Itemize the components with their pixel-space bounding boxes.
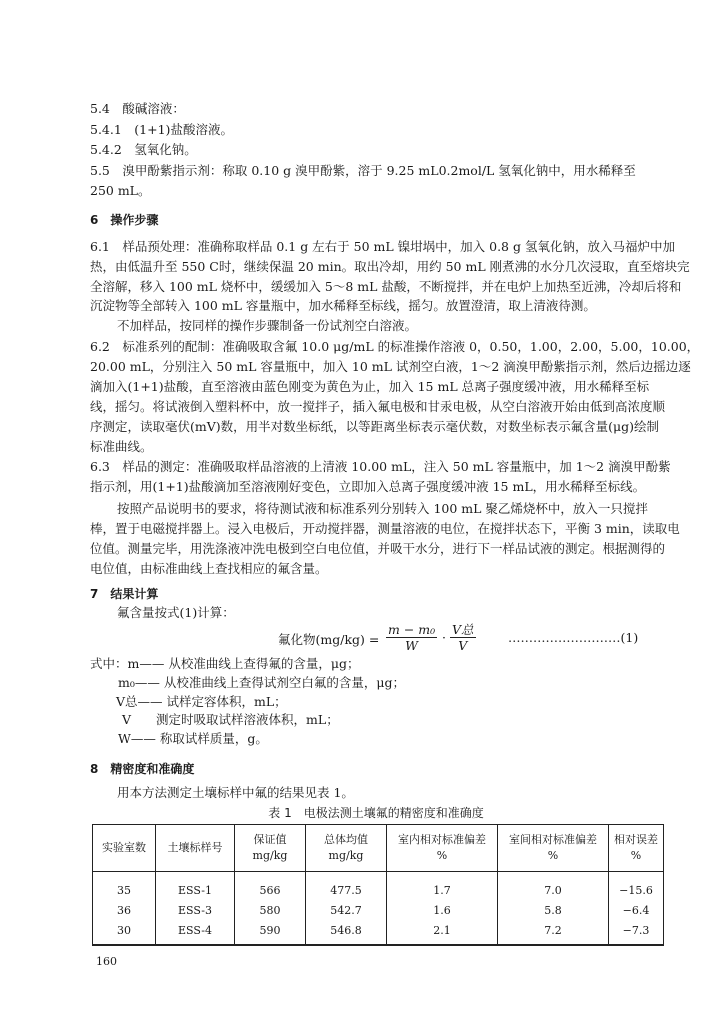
header-certified-value: 保证值 mg/kg bbox=[235, 825, 306, 872]
para-6-1-line5: 不加样品，按同样的操作步骤制备一份试剂空白溶液。 bbox=[117, 318, 418, 333]
formula-intro: 氟含量按式(1)计算： bbox=[117, 605, 235, 620]
cell: −15.6 bbox=[609, 872, 664, 901]
formula-lhs: 氟化物(mg/kg) = bbox=[278, 632, 380, 647]
var-description: —— 从校准曲线上查得氟的含量，μg； bbox=[139, 656, 360, 671]
header-relative-error: 相对误差 % bbox=[609, 825, 664, 872]
para-6-3-line1: 6.3 样品的测定：准确吸取样品溶液的上清液 10.00 mL，注入 50 mL 容量瓶中，加 1～2 滴溴甲酚紫 bbox=[90, 459, 671, 474]
para-6-1-line4: 沉淀物等全部转入 100 mL 容量瓶中，加水稀释至标线，摇匀。放置澄清，取上清液待测。 bbox=[90, 298, 596, 313]
page-number: 160 bbox=[96, 955, 117, 968]
para-6-2-line4: 线，摇匀。将试液倒入塑料杯中，放一搅拌子，插入氟电极和甘汞电极，从空白溶液开始由低到高浓度顺 bbox=[90, 399, 666, 414]
fluoride-formula bbox=[278, 622, 639, 654]
fraction-volume-numerator: V总 bbox=[452, 622, 474, 637]
cell: 7.0 bbox=[498, 872, 609, 901]
fraction-mass bbox=[386, 622, 437, 653]
var-def-m bbox=[90, 655, 359, 673]
clause-5-5-line1: 5.5 溴甲酚紫指示剂：称取 0.10 g 溴甲酚紫，溶于 9.25 mL0.2mol/L 氢氧化钠中，用水稀释至 bbox=[90, 163, 636, 178]
header-between-lab-rsd: 室间相对标准偏差 % bbox=[498, 825, 609, 872]
section-8-heading: 8 精密度和准确度 bbox=[90, 762, 195, 776]
para-6-3-line2: 指示剂，用(1+1)盐酸滴加至溶液刚好变色，立即加入总离子强度缓冲液 15 mL，用水稀释至标线。 bbox=[90, 479, 646, 494]
cell: 35 bbox=[93, 872, 156, 901]
para-6-2-line6: 标准曲线。 bbox=[90, 439, 153, 454]
cell: −6.4 bbox=[609, 900, 664, 920]
table-row bbox=[93, 900, 664, 920]
equation-number: ………………………(1) bbox=[508, 630, 639, 645]
cell: 580 bbox=[235, 900, 306, 920]
clause-5-4-2: 5.4.2 氢氧化钠。 bbox=[90, 142, 197, 157]
cell: 2.1 bbox=[387, 920, 498, 945]
para-6-2-line2: 20.00 mL，分别注入 50 mL 容量瓶中，加入 10 mL 试剂空白液，1～2 滴溴甲酚紫指示剂，然后边摇边逐 bbox=[90, 359, 691, 374]
section-8-intro: 用本方法测定土壤标样中氟的结果见表 1。 bbox=[117, 785, 354, 800]
para-6-3-line3: 按照产品说明书的要求，将待测试液和标准系列分别转入 100 mL 聚乙烯烧杯中，放入一只搅拌 bbox=[117, 501, 648, 516]
cell: ESS-3 bbox=[156, 900, 235, 920]
clause-5-5-line2: 250 mL。 bbox=[90, 183, 151, 198]
para-6-1-line3: 全溶解，移入 100 mL 烧杯中，缓缓加入 5～8 mL 盐酸，不断搅拌，并在电炉上加热至近沸，冷却后将和 bbox=[90, 279, 682, 294]
cell: 36 bbox=[93, 900, 156, 920]
var-def-vtotal bbox=[116, 693, 287, 711]
para-6-1-line1: 6.1 样品预处理：准确称取样品 0.1 g 左右于 50 mL 镍坩埚中，加入 0.8 g 氢氧化钠，放入马福炉中加 bbox=[90, 239, 675, 254]
para-6-2-line1: 6.2 标准系列的配制：准确吸取含氟 10.0 μg/mL 的标准操作溶液 0，0.50，1.00，2.00，5.00，10.00， bbox=[90, 339, 700, 354]
cell: 542.7 bbox=[306, 900, 387, 920]
header-within-lab-rsd: 室内相对标准偏差 % bbox=[387, 825, 498, 872]
cell: 1.7 bbox=[387, 872, 498, 901]
header-sample-id: 土壤标样号 bbox=[156, 825, 235, 872]
cell: ESS-1 bbox=[156, 872, 235, 901]
table-header-row bbox=[93, 825, 664, 872]
section-7-heading: 7 结果计算 bbox=[90, 587, 159, 601]
para-6-1-line2: 热，由低温升至 550 C时，继续保温 20 min。取出冷却，用约 50 mL 刚煮沸的水分几次浸取，直至熔块完 bbox=[90, 259, 690, 274]
para-6-2-line5: 序测定，读取毫伏(mV)数，用半对数坐标纸，以等距离坐标表示毫伏数，对数坐标表示氟含量(μg)绘制 bbox=[90, 419, 660, 434]
cell: 7.2 bbox=[498, 920, 609, 945]
precision-table bbox=[92, 824, 664, 946]
cell: 590 bbox=[235, 920, 306, 945]
multiply-dot: · bbox=[442, 630, 446, 645]
fraction-mass-denominator: W bbox=[405, 638, 418, 653]
clause-5-4-1: 5.4.1 (1+1)盐酸溶液。 bbox=[90, 122, 233, 137]
fraction-mass-numerator: m − m₀ bbox=[388, 622, 436, 637]
cell: 566 bbox=[235, 872, 306, 901]
cell: ESS-4 bbox=[156, 920, 235, 945]
var-description: —— 称取试样质量，g。 bbox=[130, 731, 268, 746]
fraction-volume-denominator: V bbox=[458, 638, 468, 653]
header-lab-count: 实验室数 bbox=[93, 825, 156, 872]
var-def-m0 bbox=[118, 674, 405, 692]
clause-5-4: 5.4 酸碱溶液： bbox=[90, 101, 185, 116]
fraction-volume bbox=[450, 622, 476, 653]
var-description: 测定时吸取试样溶液体积，mL； bbox=[156, 712, 339, 727]
cell: 1.6 bbox=[387, 900, 498, 920]
var-def-v bbox=[122, 711, 339, 729]
var-def-w bbox=[118, 730, 268, 748]
var-symbol: V bbox=[122, 712, 132, 727]
cell: 477.5 bbox=[306, 872, 387, 901]
para-6-2-line3: 滴加入(1+1)盐酸，直至溶液由蓝色刚变为黄色为止，加入 15 mL 总离子强度缓冲液，用水稀释至标 bbox=[90, 379, 650, 394]
cell: 30 bbox=[93, 920, 156, 945]
para-6-3-line4: 棒，置于电磁搅拌器上。浸入电极后，开动搅拌器，测量溶液的电位，在搅拌状态下，平衡 3 min，读取电 bbox=[90, 521, 680, 536]
cell: 546.8 bbox=[306, 920, 387, 945]
var-description: —— 从校准曲线上查得试剂空白氟的含量，μg； bbox=[134, 675, 405, 690]
var-symbol: W bbox=[118, 731, 131, 746]
table-row bbox=[93, 920, 664, 945]
table-caption: 表 1 电极法测土壤氟的精密度和准确度 bbox=[268, 806, 484, 820]
var-symbol: 式中：m bbox=[90, 656, 140, 671]
table-row bbox=[93, 872, 664, 901]
para-6-3-line6: 电位值，由标准曲线上查找相应的氟含量。 bbox=[90, 561, 328, 576]
cell: 5.8 bbox=[498, 900, 609, 920]
header-overall-mean: 总体均值 mg/kg bbox=[306, 825, 387, 872]
para-6-3-line5: 位值。测量完毕，用洗涤液冲洗电极到空白电位值，并吸干水分，进行下一样品试液的测定。根据测得的 bbox=[90, 541, 666, 556]
cell: −7.3 bbox=[609, 920, 664, 945]
section-6-heading: 6 操作步骤 bbox=[90, 213, 159, 227]
var-symbol: m₀ bbox=[118, 675, 135, 690]
var-symbol: V总 bbox=[116, 694, 138, 709]
var-description: —— 试样定容体积，mL； bbox=[137, 694, 287, 709]
